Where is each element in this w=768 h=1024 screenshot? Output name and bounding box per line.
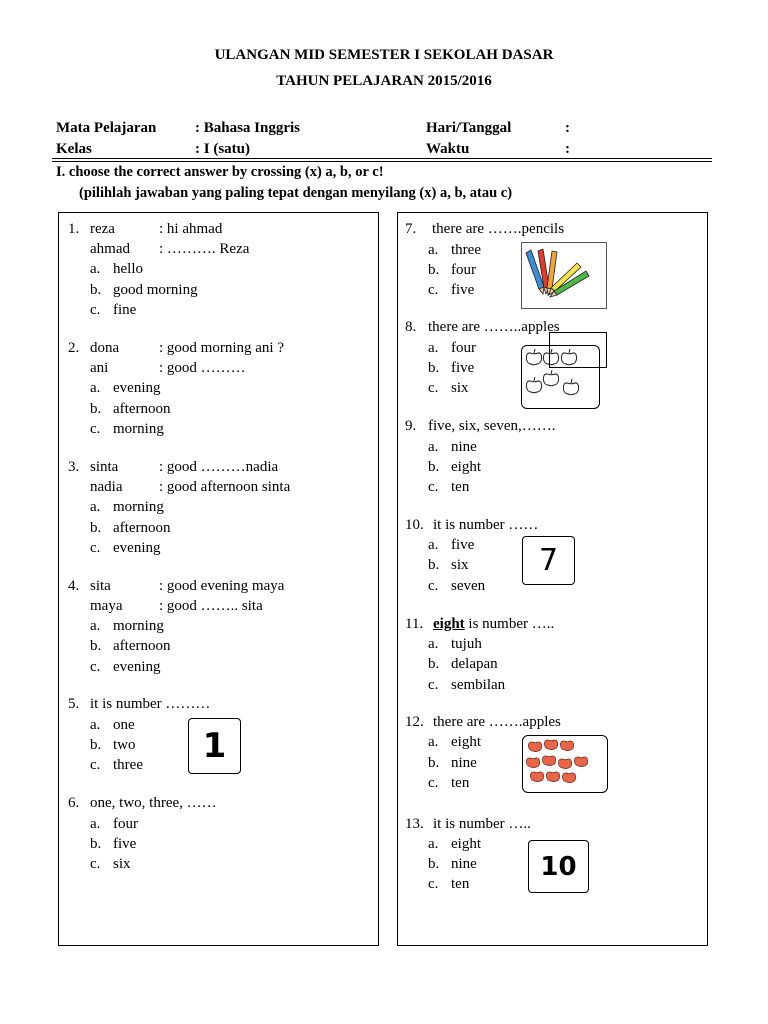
apple-icon (544, 740, 557, 750)
q9-option-a[interactable]: nine (451, 439, 477, 455)
q10-number-card (522, 536, 575, 585)
q8-overlay-frame (549, 332, 607, 368)
q3-option-c-letter[interactable]: c. (90, 540, 101, 556)
q4-option-c-letter[interactable]: c. (90, 659, 101, 675)
q2-speaker-1: dona (90, 340, 120, 356)
q7-pencils-picture (521, 242, 607, 309)
page-subtitle: TAHUN PELAJARAN 2015/2016 (276, 73, 492, 89)
q12-option-b-letter[interactable]: b. (428, 755, 440, 771)
q5-question: it is number ……… (90, 696, 211, 712)
instruction-line-2: (pilihlah jawaban yang paling tepat dengan menyilang (x) a, b, atau c) (79, 185, 513, 201)
q12-option-c-letter[interactable]: c. (428, 775, 439, 791)
q6-option-a[interactable]: four (113, 816, 138, 832)
q10-number: 10. (405, 517, 424, 533)
q12-option-b[interactable]: nine (451, 755, 477, 771)
q12-number: 12. (405, 714, 424, 730)
q12-question: there are …….apples (433, 714, 561, 730)
q7-option-b-letter[interactable]: b. (428, 262, 440, 278)
q11-number: 11. (405, 616, 424, 632)
q12-apples-picture (522, 735, 608, 793)
q10-option-c-letter[interactable]: c. (428, 578, 439, 594)
time-value: : (565, 141, 570, 157)
q5-option-a-letter[interactable]: a. (90, 717, 101, 733)
q2-number: 2. (68, 340, 80, 356)
q11-keyword: eight (433, 616, 465, 632)
q7-number: 7. (405, 221, 417, 237)
q11-option-a[interactable]: tujuh (451, 636, 482, 652)
q9-number: 9. (405, 418, 417, 434)
q5-number-card (188, 718, 241, 774)
q10-option-b[interactable]: six (451, 557, 469, 573)
q13-number-card (528, 840, 589, 893)
q11-option-a-letter[interactable]: a. (428, 636, 439, 652)
q3-dialog-2: : good afternoon sinta (159, 479, 291, 495)
q11-question (433, 615, 554, 633)
q9-option-a-letter[interactable]: a. (428, 439, 439, 455)
q5-option-c-letter[interactable]: c. (90, 757, 101, 773)
time-label: Waktu (426, 141, 470, 157)
q11-option-b[interactable]: delapan (451, 656, 498, 672)
q8-option-b[interactable]: five (451, 360, 475, 376)
apple-icon (574, 757, 587, 767)
q12-option-a-letter[interactable]: a. (428, 734, 439, 750)
q13-number-digit: 10 (540, 851, 577, 882)
q3-option-b-letter[interactable]: b. (90, 520, 102, 536)
q8-option-c-letter[interactable]: c. (428, 380, 439, 396)
instruction-line-1: I. choose the correct answer by crossing (x) a, b, or c! (56, 164, 384, 180)
q6-option-c-letter[interactable]: c. (90, 856, 101, 872)
subject-value: : Bahasa Inggris (195, 120, 301, 136)
q4-option-b[interactable]: afternoon (113, 638, 171, 654)
q13-question: it is number ….. (433, 816, 531, 832)
header-divider (52, 158, 712, 159)
pencils-icon (522, 243, 605, 307)
q3-option-a[interactable]: morning (113, 499, 164, 515)
q10-question: it is number …… (433, 517, 539, 533)
q3-number: 3. (68, 459, 80, 475)
q3-speaker-2: nadia (90, 479, 123, 495)
apple-icon (560, 741, 573, 751)
apple-icon (528, 742, 541, 752)
q2-option-c[interactable]: morning (113, 421, 164, 437)
q12-option-a[interactable]: eight (451, 734, 481, 750)
q10-option-b-letter[interactable]: b. (428, 557, 440, 573)
q4-option-b-letter[interactable]: b. (90, 638, 102, 654)
apple-icon (526, 758, 539, 768)
q7-option-a-letter[interactable]: a. (428, 242, 439, 258)
q5-number-digit: 1 (202, 726, 227, 766)
q13-option-b[interactable]: nine (451, 856, 477, 872)
apple-icon (558, 759, 571, 769)
class-label: Kelas (56, 141, 92, 157)
date-label: Hari/Tanggal (426, 120, 512, 136)
q1-option-c[interactable]: fine (113, 302, 137, 318)
q8-question: there are ……..apples (428, 319, 560, 335)
q2-dialog-2: : good ……… (159, 360, 246, 376)
q7-option-c-letter[interactable]: c. (428, 282, 439, 298)
q1-dialog-1: : hi ahmad (159, 221, 223, 237)
q4-speaker-1: sita (90, 578, 111, 594)
q1-speaker-1: reza (90, 221, 115, 237)
q8-option-a-letter[interactable]: a. (428, 340, 439, 356)
q10-number-digit: 7 (538, 543, 559, 578)
header-divider-2 (52, 161, 712, 162)
q1-option-b[interactable]: good morning (113, 282, 198, 298)
q1-option-a-letter[interactable]: a. (90, 261, 101, 277)
q9-option-b[interactable]: eight (451, 459, 481, 475)
q7-option-c[interactable]: five (451, 282, 475, 298)
date-value: : (565, 120, 570, 136)
q1-number: 1. (68, 221, 80, 237)
q2-option-b-letter[interactable]: b. (90, 401, 102, 417)
q4-dialog-2: : good …….. sita (159, 598, 263, 614)
q7-option-b[interactable]: four (451, 262, 476, 278)
q11-option-b-letter[interactable]: b. (428, 656, 440, 672)
q6-option-a-letter[interactable]: a. (90, 816, 101, 832)
q13-option-a[interactable]: eight (451, 836, 481, 852)
q2-option-c-letter[interactable]: c. (90, 421, 101, 437)
q6-number: 6. (68, 795, 80, 811)
q5-option-a[interactable]: one (113, 717, 135, 733)
q13-option-a-letter[interactable]: a. (428, 836, 439, 852)
q6-question: one, two, three, …… (90, 795, 217, 811)
q1-option-c-letter[interactable]: c. (90, 302, 101, 318)
q13-option-c[interactable]: ten (451, 876, 470, 892)
q6-option-c[interactable]: six (113, 856, 131, 872)
q2-option-b[interactable]: afternoon (113, 401, 171, 417)
q7-option-a[interactable]: three (451, 242, 481, 258)
q3-option-a-letter[interactable]: a. (90, 499, 101, 515)
q3-dialog-1: : good ………nadia (159, 459, 279, 475)
q4-speaker-2: maya (90, 598, 123, 614)
q2-speaker-2: ani (90, 360, 109, 376)
q3-speaker-1: sinta (90, 459, 119, 475)
apple-icon (546, 772, 559, 782)
q2-dialog-1: : good morning ani ? (159, 340, 284, 356)
q5-number: 5. (68, 696, 80, 712)
q12-option-c[interactable]: ten (451, 775, 470, 791)
q9-option-b-letter[interactable]: b. (428, 459, 440, 475)
apple-icon (542, 756, 555, 766)
q9-option-c[interactable]: ten (451, 479, 470, 495)
apples-red-icon (523, 736, 606, 791)
q5-option-b-letter[interactable]: b. (90, 737, 102, 753)
q6-option-b[interactable]: five (113, 836, 137, 852)
q2-option-a-letter[interactable]: a. (90, 380, 101, 396)
q8-option-b-letter[interactable]: b. (428, 360, 440, 376)
q4-option-a[interactable]: morning (113, 618, 164, 634)
q2-option-a[interactable]: evening (113, 380, 161, 396)
q10-option-a-letter[interactable]: a. (428, 537, 439, 553)
q4-dialog-1: : good evening maya (159, 578, 285, 594)
q13-option-b-letter[interactable]: b. (428, 856, 440, 872)
q8-option-a[interactable]: four (451, 340, 476, 356)
q1-option-b-letter[interactable]: b. (90, 282, 102, 298)
q1-speaker-2: ahmad (90, 241, 130, 257)
q10-option-a[interactable]: five (451, 537, 475, 553)
q11-question-text: is number ….. (464, 616, 555, 632)
q8-option-c[interactable]: six (451, 380, 469, 396)
q4-option-c[interactable]: evening (113, 659, 161, 675)
q5-option-b[interactable]: two (113, 737, 136, 753)
q11-option-c-letter[interactable]: c. (428, 677, 439, 693)
q1-option-a[interactable]: hello (113, 261, 143, 277)
q4-option-a-letter[interactable]: a. (90, 618, 101, 634)
q3-option-c[interactable]: evening (113, 540, 161, 556)
q10-option-c[interactable]: seven (451, 578, 486, 594)
q1-dialog-2: : ………. Reza (159, 241, 250, 257)
q6-option-b-letter[interactable]: b. (90, 836, 102, 852)
class-value: : I (satu) (195, 141, 250, 157)
q13-number: 13. (405, 816, 424, 832)
q11-option-c[interactable]: sembilan (451, 677, 506, 693)
q4-number: 4. (68, 578, 80, 594)
page-title: ULANGAN MID SEMESTER I SEKOLAH DASAR (214, 47, 554, 63)
q5-option-c[interactable]: three (113, 757, 143, 773)
q3-option-b[interactable]: afternoon (113, 520, 171, 536)
apple-icon (530, 772, 543, 782)
q7-question: there are …….pencils (432, 221, 565, 237)
subject-label: Mata Pelajaran (56, 120, 157, 136)
q9-question: five, six, seven,……. (428, 418, 556, 434)
q8-number: 8. (405, 319, 417, 335)
q13-option-c-letter[interactable]: c. (428, 876, 439, 892)
apple-icon (562, 773, 575, 783)
q9-option-c-letter[interactable]: c. (428, 479, 439, 495)
